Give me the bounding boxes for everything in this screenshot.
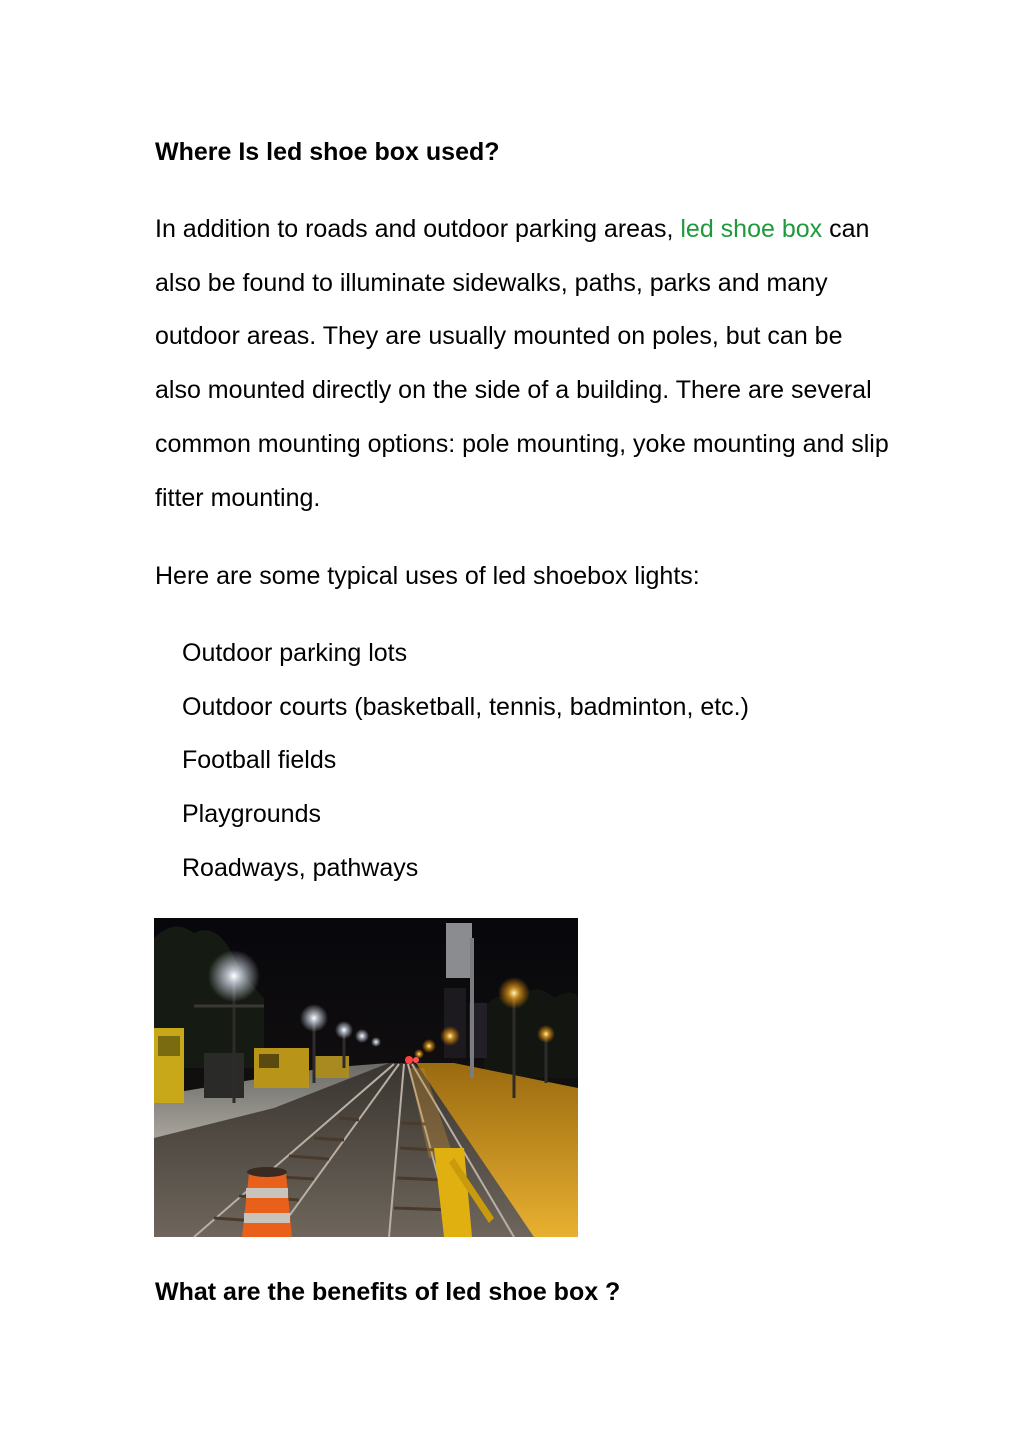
list-item: Outdoor parking lots [182, 639, 408, 667]
list-item: Playgrounds [182, 800, 321, 829]
paragraph-text-end: can also be found to illuminate sidewalks, paths, parks and many outdoor areas. They are usually mounted on poles, but can be also mounted directly on the side of a building. There are several common mounting options: pole mounting, yoke mounting and slip fitter mounting. [155, 215, 889, 512]
intro-paragraph [155, 203, 895, 525]
uses-intro-paragraph: Here are some typical uses of led shoebox lights: [155, 562, 700, 590]
uses-list [182, 627, 749, 896]
led-shoe-box-link[interactable]: led shoe box [680, 215, 823, 243]
section-heading-benefits: What are the benefits of led shoe box ? [155, 1278, 621, 1306]
list-item: Football fields [182, 746, 337, 775]
rail-yard-night-photo [154, 918, 578, 1237]
section-heading-where-used: Where Is led shoe box used? [155, 138, 500, 166]
list-item: Outdoor courts (basketball, tennis, badminton, etc.) [182, 692, 749, 721]
list-item: Roadways, pathways [182, 853, 419, 882]
paragraph-text-start: In addition to roads and outdoor parking areas, [155, 215, 681, 243]
